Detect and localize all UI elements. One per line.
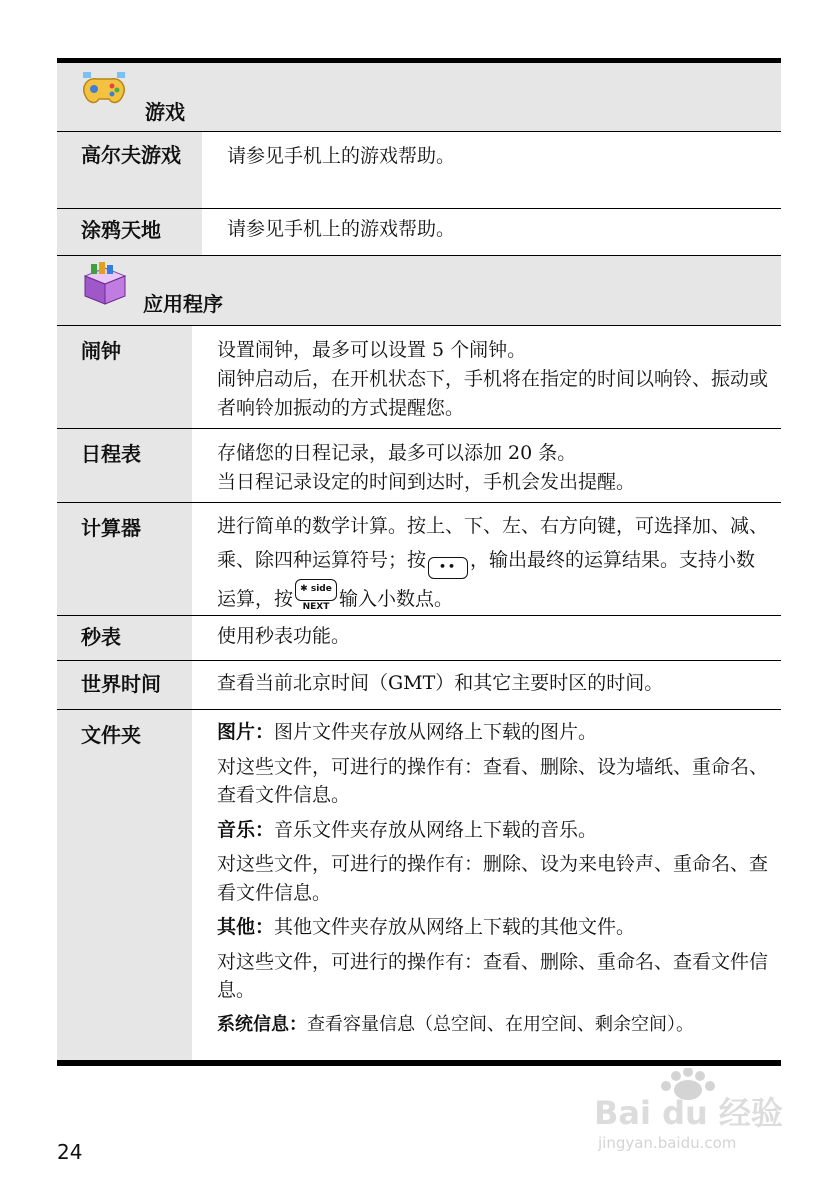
row-description-calculator: 进行简单的数学计算。按上、下、左、右方向键，可选择加、减、乘、除四种运算符号；按 •• ，输出最终的运算结果。支持小数运算，按 ✱ side NEXT 输入小数点。 xyxy=(217,515,769,612)
baidu-jingyan-watermark xyxy=(590,1068,790,1158)
row-name-calculator: 计算器 xyxy=(57,503,192,615)
svg-text:jingyan.baidu.com: jingyan.baidu.com xyxy=(598,1134,737,1152)
row-name-alarm: 闹钟 xyxy=(57,326,192,428)
row-description-folder: 图片：图片文件夹存放从网络上下载的图片。 对这些文件，可进行的操作有：查看、删除、设为墙纸、重命名、查看文件信息。 音乐：音乐文件夹存放从网络上下载的音乐。 对这些文件，可进行的操作有：删除、设为来电铃声、重命名、查看文件信息。 其他：其他文件夹存放从网络上下载的其他文件。 对这些文件，可进行的操作有：查看、删除、重命名、查看文件信息。 系统信息：查看容量信息（总空间、在用空间、剩余空间）。 xyxy=(217,721,769,1035)
row-name-stopwatch: 秒表 xyxy=(57,616,192,660)
row-description-calendar: 存储您的日程记录，最多可以添加 20 条。 当日程记录设定的时间到达时，手机会发出提醒。 xyxy=(217,442,636,493)
row-name-calendar: 日程表 xyxy=(57,429,192,502)
star-key-icon: ✱ side NEXT xyxy=(295,579,337,601)
svg-text:Bai du 经验: Bai du 经验 xyxy=(594,1094,783,1132)
table-row-graffiti xyxy=(57,209,781,256)
row-name-graffiti: 涂鸦天地 xyxy=(57,209,202,255)
row-name-folder: 文件夹 xyxy=(57,710,192,1060)
table-row-golf xyxy=(57,132,781,209)
row-description-alarm: 设置闹钟，最多可以设置 5 个闹钟。 闹钟启动后，在开机状态下，手机将在指定的时间以响铃、振动或者响铃加振动的方式提醒您。 xyxy=(217,339,769,419)
table-row-stopwatch xyxy=(57,616,781,661)
row-name-golf: 高尔夫游戏 xyxy=(57,132,202,208)
ok-key-icon: •• xyxy=(428,557,468,579)
section-header-games xyxy=(57,63,781,132)
row-description-stopwatch: 使用秒表功能。 xyxy=(217,625,351,647)
page-number: 24 xyxy=(57,1140,83,1164)
section-title-games: 游戏 xyxy=(145,100,185,124)
section-header-apps xyxy=(57,256,781,326)
application-box-icon xyxy=(79,262,129,306)
table-row-calendar xyxy=(57,429,781,503)
table-row-folder xyxy=(57,710,781,1060)
table-row-alarm xyxy=(57,326,781,429)
row-description-golf: 请参见手机上的游戏帮助。 xyxy=(227,145,456,167)
row-name-world-time: 世界时间 xyxy=(57,661,192,709)
section-title-apps: 应用程序 xyxy=(143,292,223,316)
row-description-world-time: 查看当前北京时间（GMT）和其它主要时区的时间。 xyxy=(217,672,664,694)
table-row-world-time xyxy=(57,661,781,710)
game-controller-icon xyxy=(79,69,129,113)
row-description-graffiti: 请参见手机上的游戏帮助。 xyxy=(227,218,456,240)
table-row-calculator xyxy=(57,503,781,616)
bottom-rule xyxy=(57,1060,781,1066)
